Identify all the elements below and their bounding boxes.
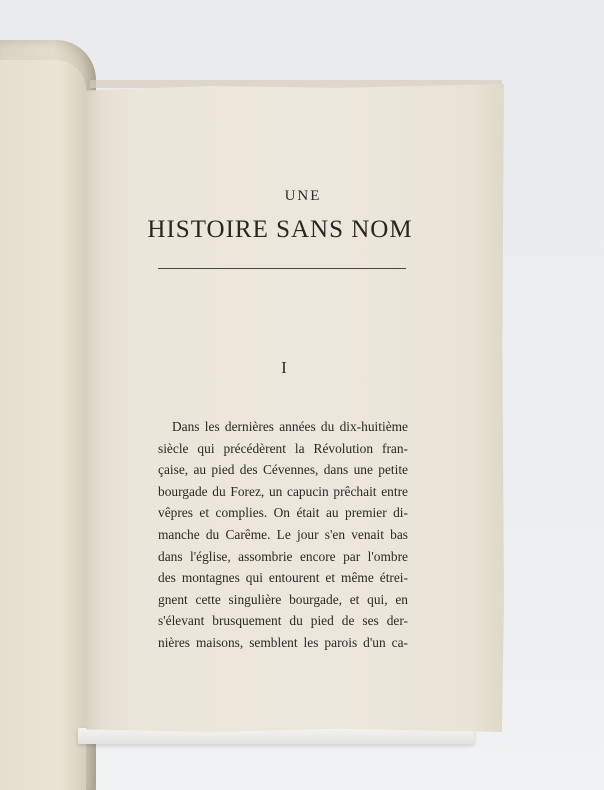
title-rule — [158, 268, 406, 269]
text-line: nières maisons, semblent les parois d'un ca- — [158, 634, 408, 650]
text-line: Dans les dernières années du dix-huitième — [172, 419, 408, 434]
text-line: des montagnes qui entourent et même étrei- — [158, 570, 408, 586]
text-line: siècle qui précédèrent la Révolution fran- — [158, 440, 408, 456]
text-line: manche du Carême. Le jour s'en venait bas — [158, 526, 408, 542]
title-prefix-text: UNE — [284, 188, 322, 204]
title-prefix — [0, 188, 604, 205]
text-line: bourgade du Forez, un capucin prêchait entre — [158, 483, 408, 499]
text-line: dans l'église, assombrie encore par l'ombre — [158, 548, 408, 564]
left-page-surface — [0, 60, 86, 790]
body-paragraph — [158, 416, 408, 654]
text-line: vêpres et complies. On était au premier di- — [158, 505, 408, 521]
page-title: HISTOIRE SANS NOM — [147, 216, 413, 243]
chapter-number: I — [281, 358, 287, 377]
text-line: gnent cette singulière bourgade, et qui, en — [158, 591, 408, 607]
text-line: s'élevant brusquement du pied de ses der- — [158, 613, 408, 629]
text-line: çaise, au pied des Cévennes, dans une petite — [158, 462, 408, 478]
